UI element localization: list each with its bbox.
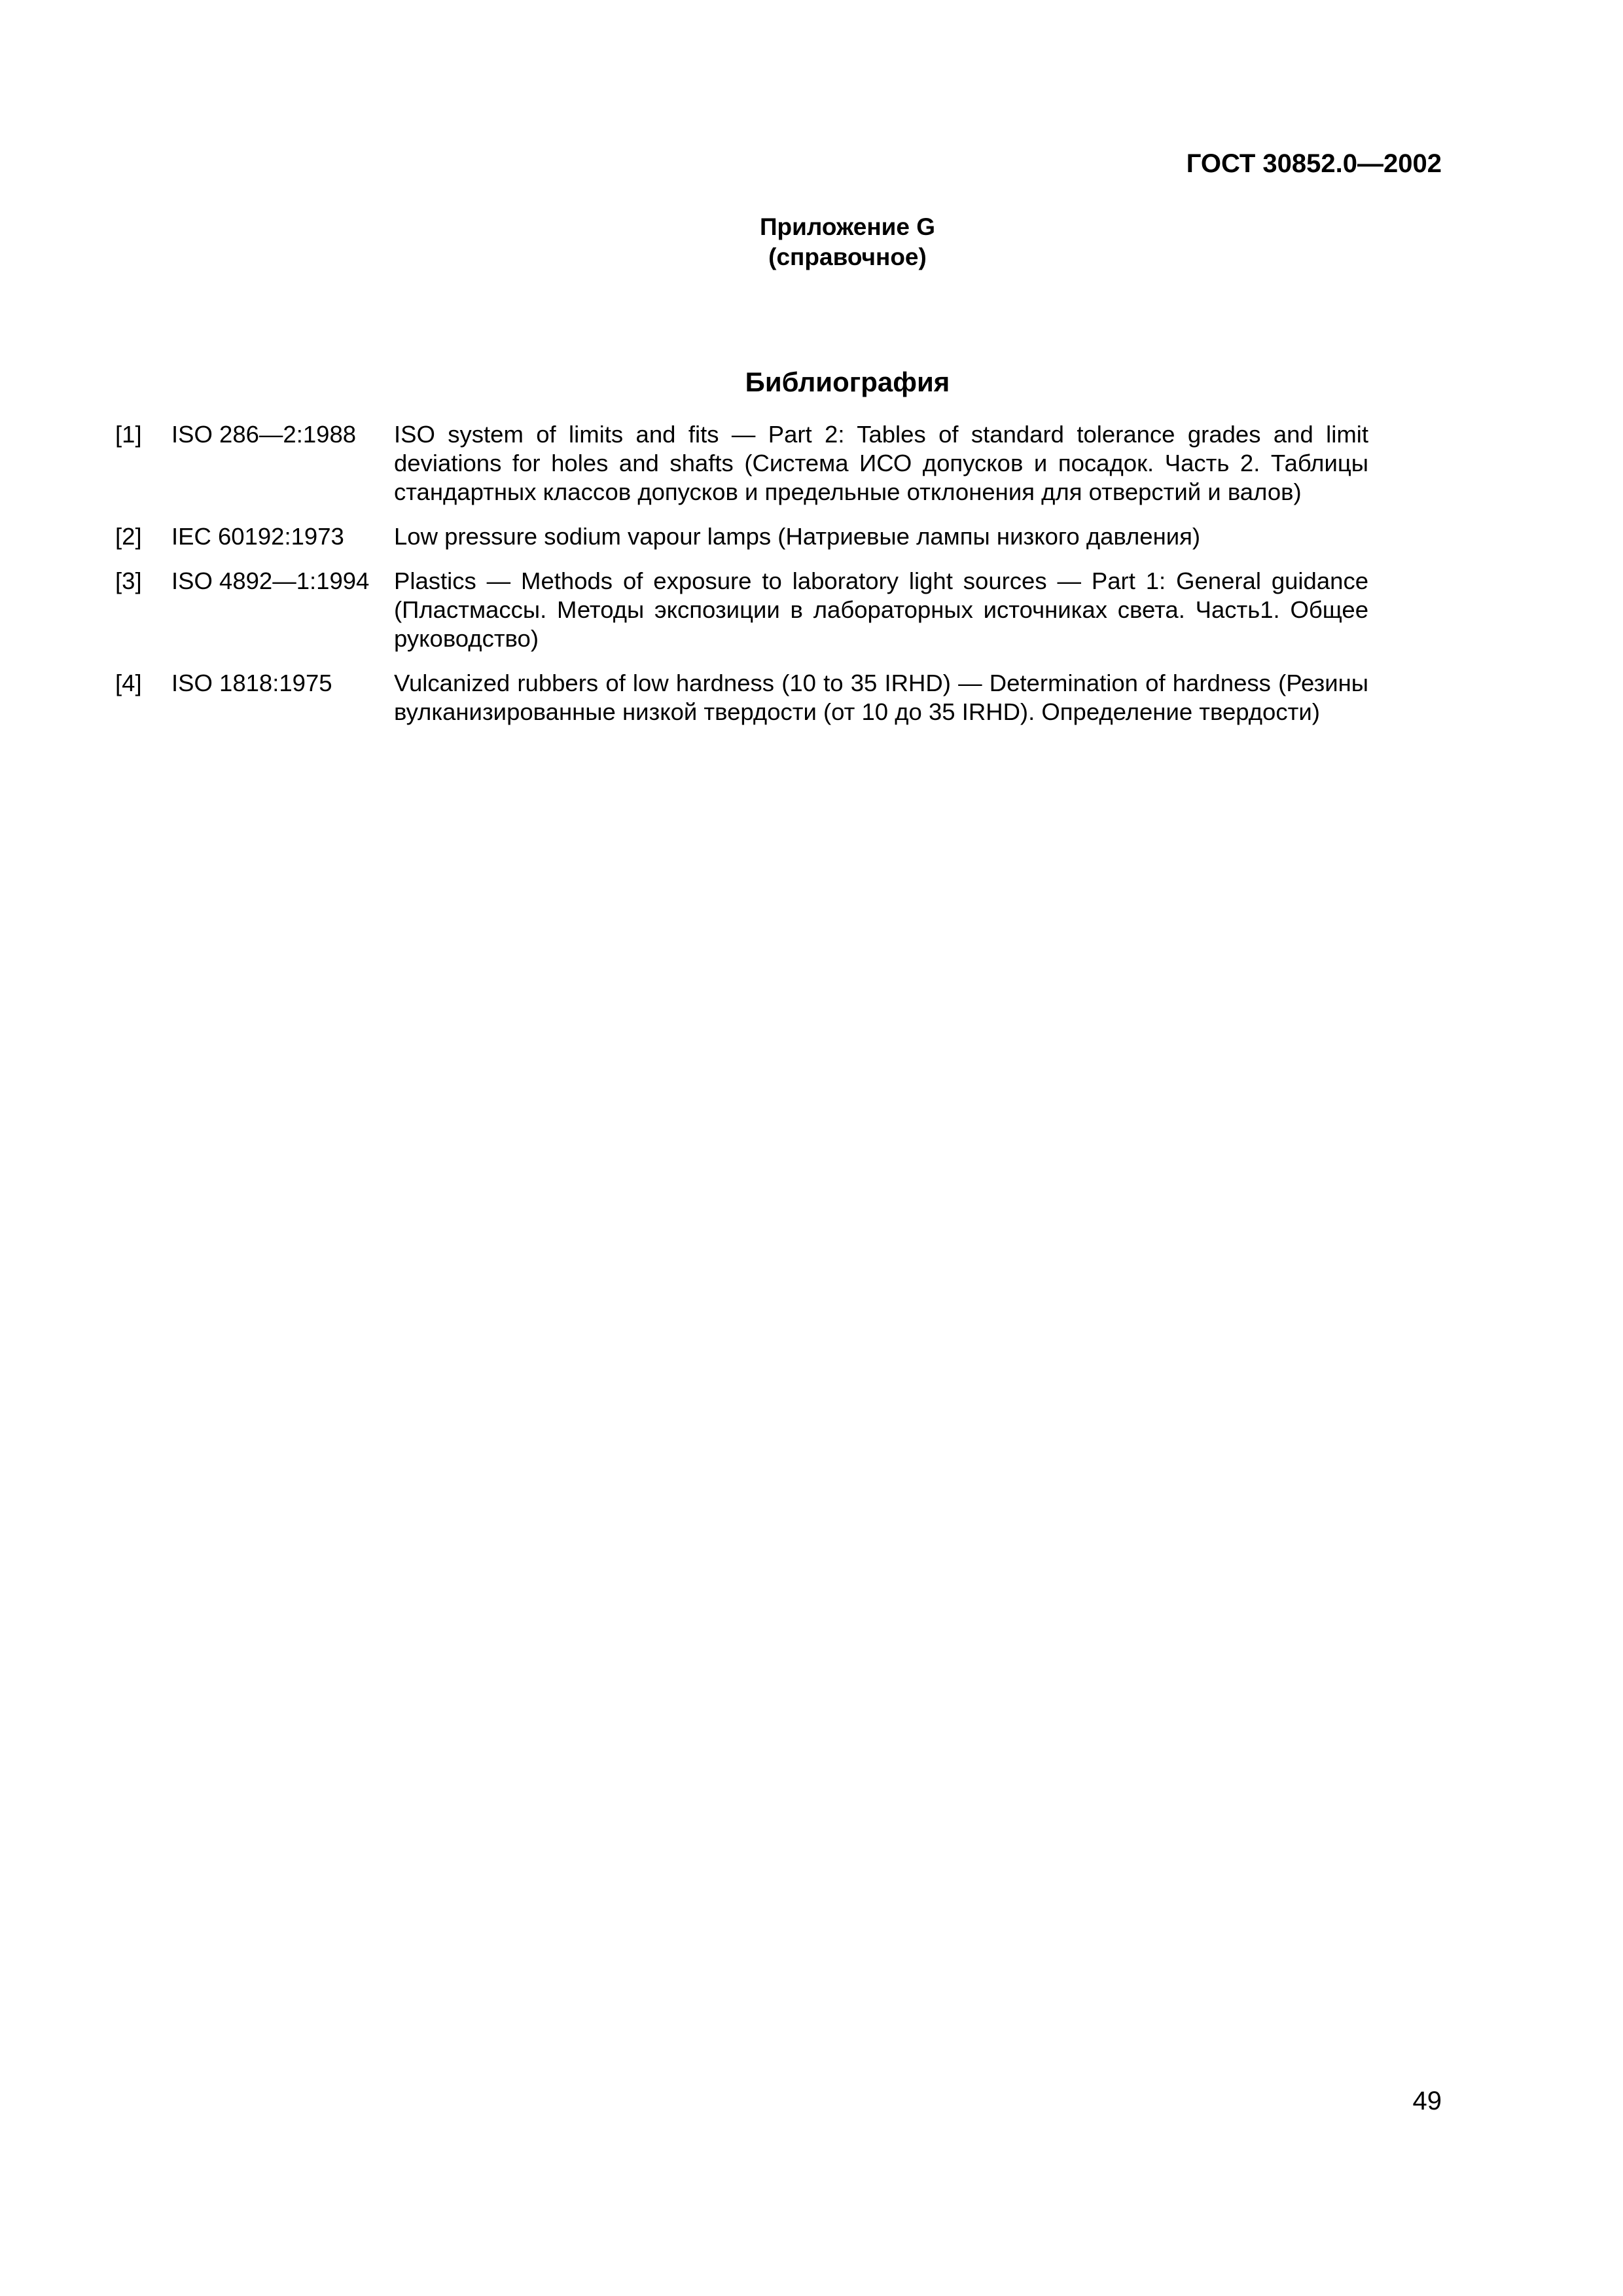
bibliography-title: Библиография xyxy=(745,367,950,397)
bibliography-item xyxy=(115,567,1368,653)
annex-heading xyxy=(0,212,1623,272)
reference-standard: ISO 286—2:1988 xyxy=(171,421,357,448)
bibliography-item xyxy=(115,669,1368,726)
page-number: 49 xyxy=(1412,2087,1442,2115)
reference-text: ISO system of limits and fits — Part 2: Tables of standard tolerance grades and limit deviations for holes and shafts (Система ИСО допусков и посадок. Часть 2. Таблицы стандартных классов допусков и предельные отклонения для отверстий и валов) xyxy=(394,421,1368,505)
reference-number: [4] xyxy=(115,670,142,696)
reference-standard: ISO 4892—1:1994 xyxy=(171,567,370,594)
reference-standard: ISO 1818:1975 xyxy=(171,670,332,696)
reference-number: [3] xyxy=(115,567,142,594)
bibliography-list xyxy=(115,420,1368,742)
reference-text: Vulcanized rubbers of low hardness (10 to 35 IRHD) — Determination of hardness (Резины вулканизированные низкой твердости (от 10 до 35 IRHD). Определение твердости) xyxy=(394,670,1368,725)
annex-subtitle: (справочное) xyxy=(768,243,927,270)
reference-standard: IEC 60192:1973 xyxy=(171,523,344,550)
annex-title: Приложение G xyxy=(759,213,936,240)
document-code: ГОСТ 30852.0—2002 xyxy=(1186,149,1442,178)
reference-number: [1] xyxy=(115,421,142,448)
bibliography-item xyxy=(115,522,1368,551)
reference-text: Low pressure sodium vapour lamps (Натриевые лампы низкого давления) xyxy=(394,523,1201,550)
reference-number: [2] xyxy=(115,523,142,550)
reference-text: Plastics — Methods of exposure to laboratory light sources — Part 1: General guidance (Пластмассы. Методы экспозиции в лабораторных источниках света. Часть1. Общее руководство) xyxy=(394,567,1368,652)
bibliography-item xyxy=(115,420,1368,507)
